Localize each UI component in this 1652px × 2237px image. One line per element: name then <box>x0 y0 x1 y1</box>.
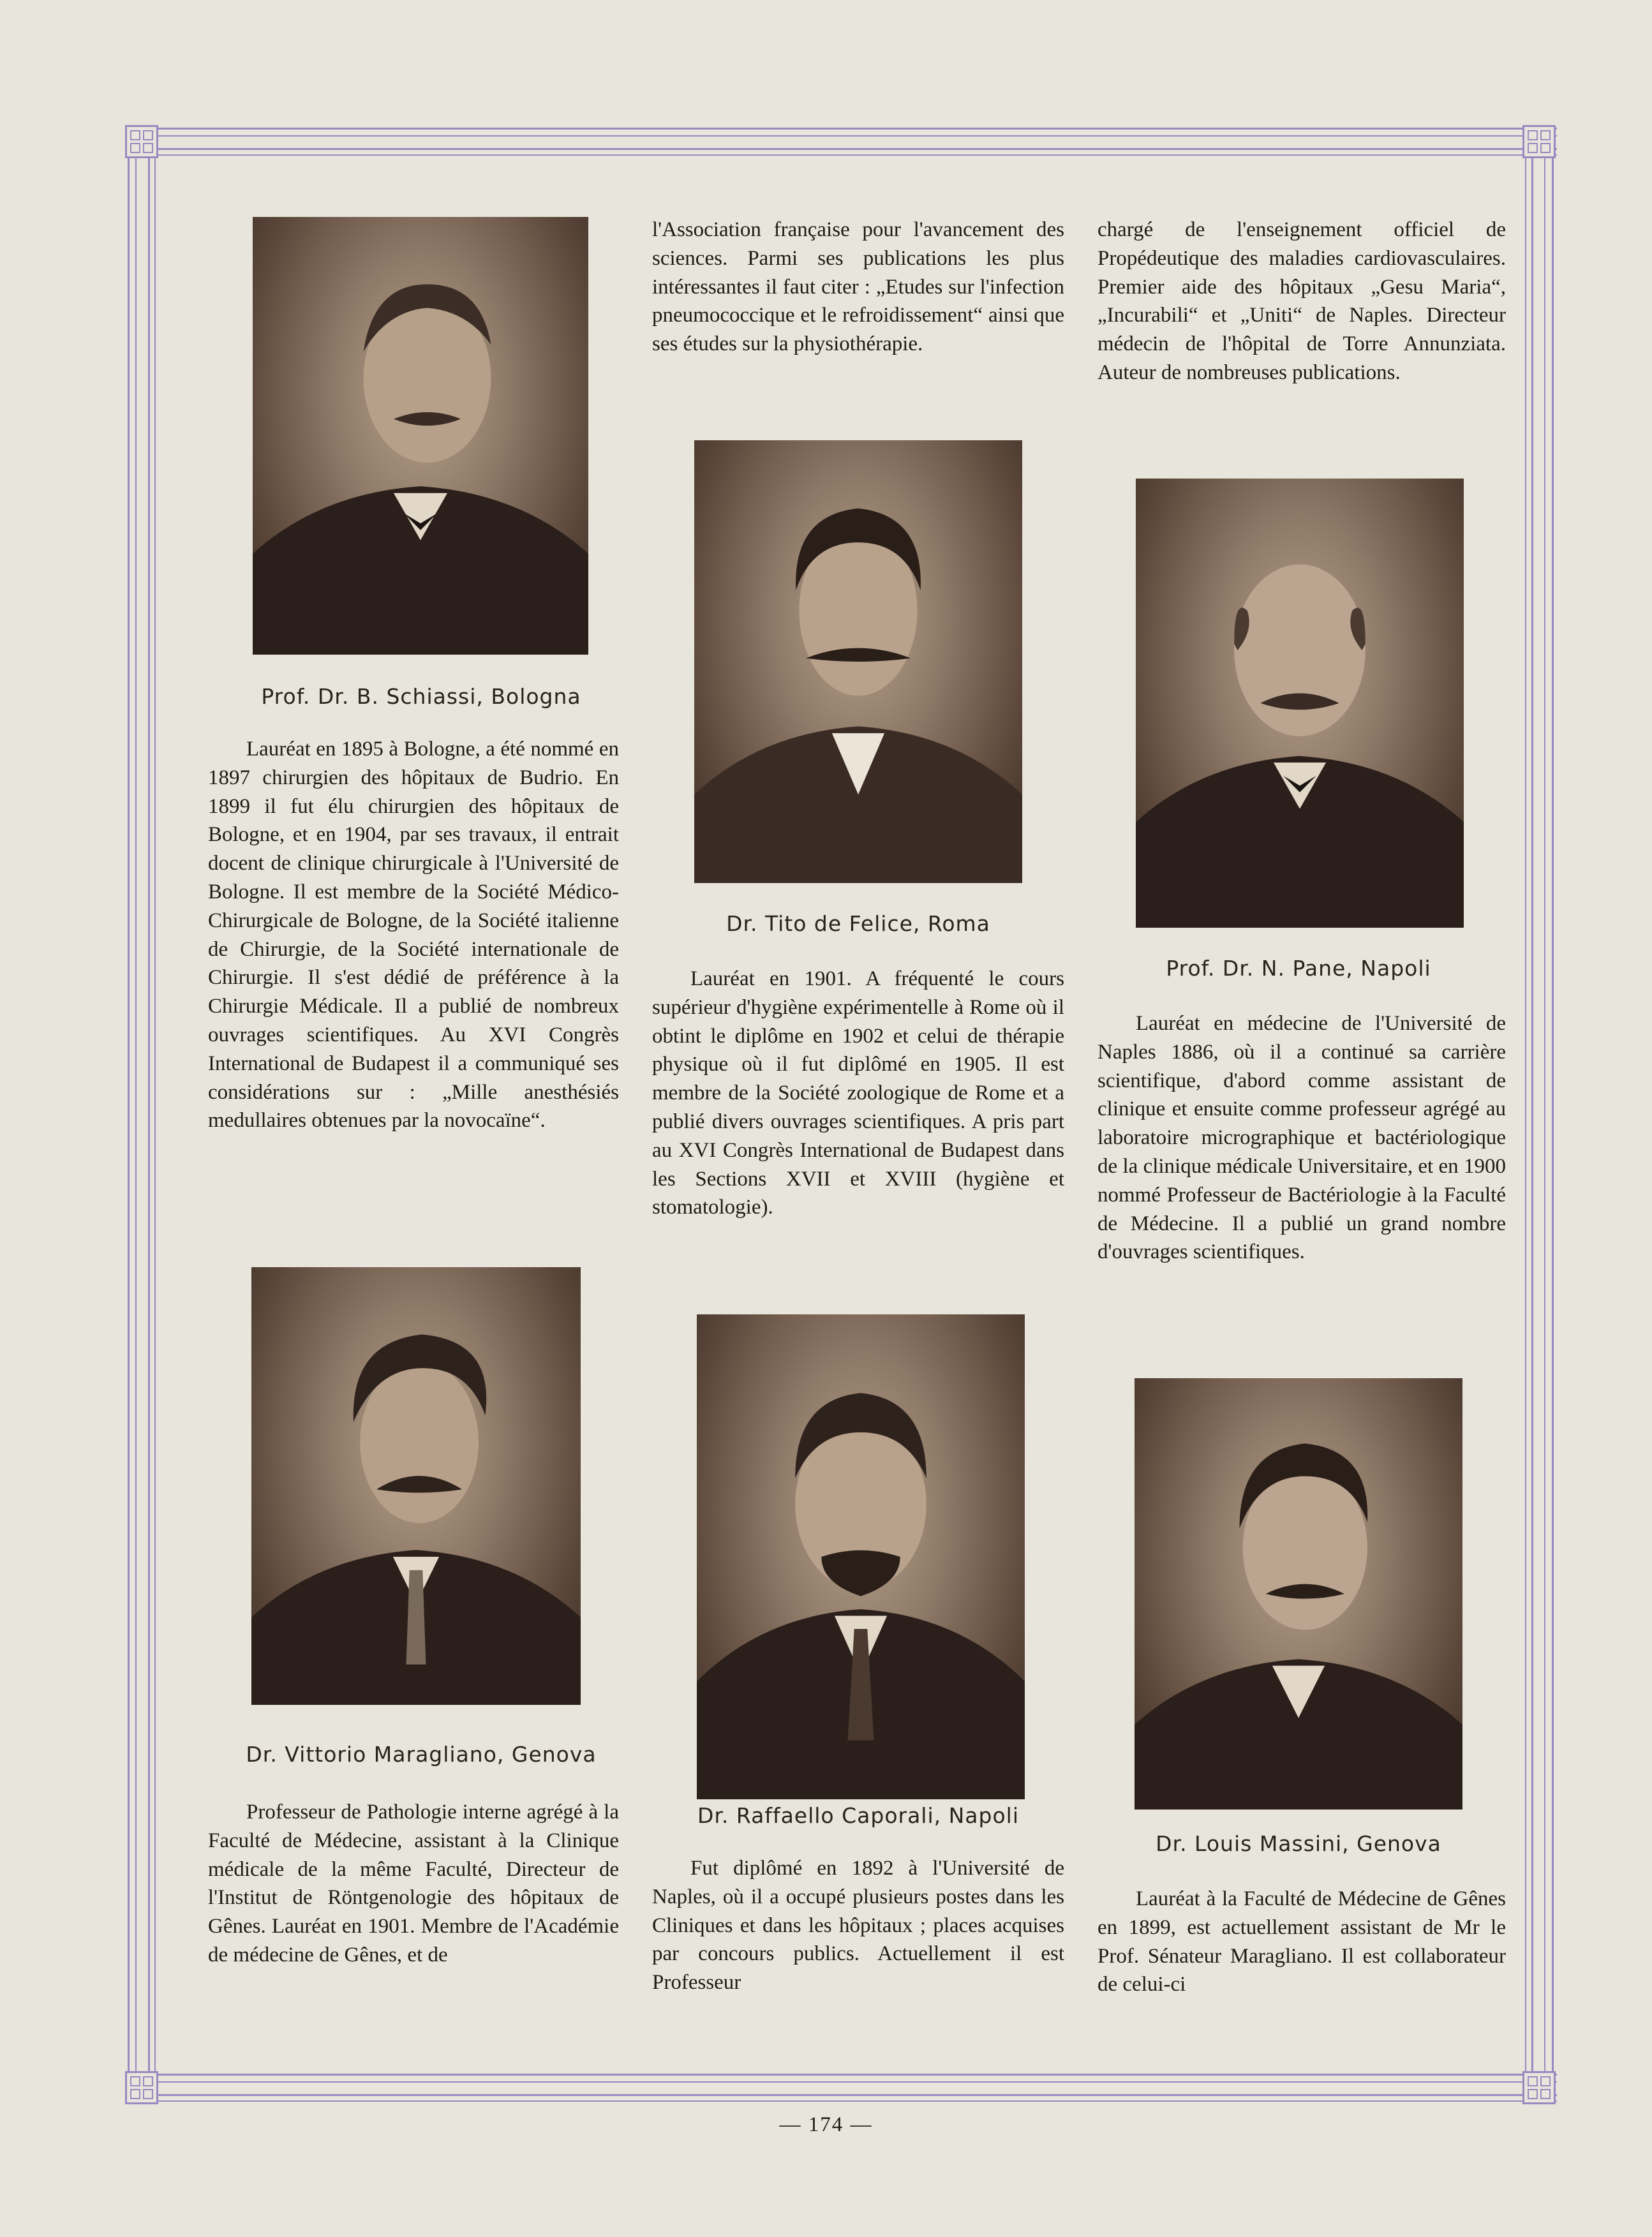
frame-top-line-outer <box>125 128 1557 130</box>
portrait-photo-maragliano <box>251 1267 581 1705</box>
portrait-photo-massini <box>1135 1378 1462 1810</box>
frame-left-line-outer <box>128 125 130 2104</box>
frame-top-line-inner2 <box>125 148 1557 150</box>
bio-pane-text: Lauréat en médecine de l'Université de Naples 1886, où il a continué sa carrière scientifique, d'abord comme assistant de clinique et ensuite comme professeur agrégé au laboratoire micrographique et bactériologique de la clinique médicale Universitaire, et en 1900 nommé Professeur de Bactériologie à la Faculté de Médecine. Il a publié un grand nombre d'ouvrages scientifiques. <box>1098 1012 1506 1264</box>
bio-de-felice-text: Lauréat en 1901. A fréquenté le cours supérieur d'hygiène expérimentelle à Rome où il obtint le diplôme en 1902 et celui de thérapie physique où il fut diplômé en 1905. Il est membre de la Société zoologique de Rome et a publié divers ouvrages scientifiques. A pris part au XVI Congrès International de Budapest dans les Sections XVII et XVIII (hygiène et stomatologie). <box>652 967 1064 1219</box>
bio-de-felice <box>652 965 1064 1222</box>
bio-continued-text-col2: l'Association française pour l'avancement des sciences. Parmi ses publications les plus intéressantes il faut citer : „Etudes sur l'infection pneumococcique et le refroidissement“ ainsi que ses études sur la physiothérapie. <box>652 218 1064 356</box>
frame-corner-ornament-bl <box>125 2071 158 2104</box>
frame-bottom-line-inner3 <box>125 2100 1557 2102</box>
frame-right-line-outer <box>1552 125 1554 2104</box>
bio-pane <box>1098 1009 1506 1267</box>
frame-bottom-line-outer <box>125 2074 1557 2076</box>
page-number: — 174 — <box>779 2113 873 2136</box>
bio-maragliano <box>208 1798 619 1970</box>
bio-caporali-text: Fut diplômé en 1892 à l'Université de Naples, où il a occupé plusieurs postes dans les Cliniques et dans les hôpitaux ; places acquises par concours publics. Actuellement il est Professeur <box>652 1857 1064 1995</box>
bio-schiassi <box>208 735 619 1135</box>
bio-massini <box>1098 1885 1506 1999</box>
frame-corner-ornament-br <box>1522 2071 1556 2104</box>
frame-left-line-inner3 <box>154 125 156 2104</box>
frame-bottom-line-inner <box>125 2081 1557 2083</box>
frame-right-line-inner <box>1544 125 1545 2104</box>
caption-maragliano: Dr. Vittorio Maragliano, Genova <box>246 1742 597 1767</box>
frame-left-line-inner2 <box>148 125 150 2104</box>
portrait-photo-caporali <box>697 1314 1025 1799</box>
frame-corner-ornament-tl <box>125 125 158 158</box>
caption-caporali: Dr. Raffaello Caporali, Napoli <box>697 1803 1020 1828</box>
frame-right-line-inner2 <box>1531 125 1533 2104</box>
caption-de-felice: Dr. Tito de Felice, Roma <box>726 911 990 936</box>
caption-massini: Dr. Louis Massini, Genova <box>1156 1831 1441 1856</box>
bio-continued-top-col3 <box>1098 216 1506 387</box>
frame-bottom-line-inner2 <box>125 2094 1557 2096</box>
frame-left-line-inner <box>135 125 137 2104</box>
portrait-photo-schiassi <box>253 217 588 655</box>
bio-caporali <box>652 1854 1064 1997</box>
bio-schiassi-text: Lauréat en 1895 à Bologne, a été nommé en 1897 chirurgien des hôpitaux de Budrio. En 1899 il fut élu chirurgien des hôpitaux de Bologne, et en 1904, par ses travaux, il entrait docent de clinique chirurgicale à l'Université de Bologne. Il est membre de la Société Médico-Chirurgicale de Bologne, de la Société italienne de Chirurgie, de la Société internationale de Chirurgie. Il s'est dédié de préférence à la Chirurgie Médicale. Il a publié de nombreux ouvrages scientifiques. Au XVI Congrès International de Budapest il a communiqué ses considérations sur : „Mille anesthésiés medullaires obtenues par la novocaïne“. <box>208 738 619 1133</box>
portrait-photo-de-felice <box>694 440 1022 883</box>
bio-massini-text: Lauréat à la Faculté de Médecine de Gênes en 1899, est actuellement assistant de Mr le Prof. Sénateur Maragliano. Il est collaborateur de celui-ci <box>1098 1887 1506 1996</box>
bio-continued-top-col2 <box>652 216 1064 359</box>
portrait-photo-pane <box>1136 479 1464 928</box>
frame-top-line-inner <box>125 135 1557 137</box>
bio-continued-text-col3: chargé de l'enseignement officiel de Propédeutique des maladies cardiovasculaires. Premier aide des hôpitaux „Gesu Maria“, „Incurabili“ et „Uniti“ de Naples. Directeur médecin de l'hôpital de Torre Annunziata. Auteur de nombreuses publications. <box>1098 218 1506 384</box>
caption-schiassi: Prof. Dr. B. Schiassi, Bologna <box>261 684 581 709</box>
frame-corner-ornament-tr <box>1522 125 1556 158</box>
frame-right-line-inner3 <box>1525 125 1526 2104</box>
frame-top-line-inner3 <box>125 154 1557 156</box>
bio-maragliano-text: Professeur de Pathologie interne agrégé à la Faculté de Médecine, assistant à la Clinique médicale de la même Faculté, Directeur de l'Institut de Röntgenologie des hôpitaux de Gênes. Lauréat en 1901. Membre de l'Académie de médecine de Gênes, et de <box>208 1801 619 1966</box>
caption-pane: Prof. Dr. N. Pane, Napoli <box>1166 956 1431 981</box>
